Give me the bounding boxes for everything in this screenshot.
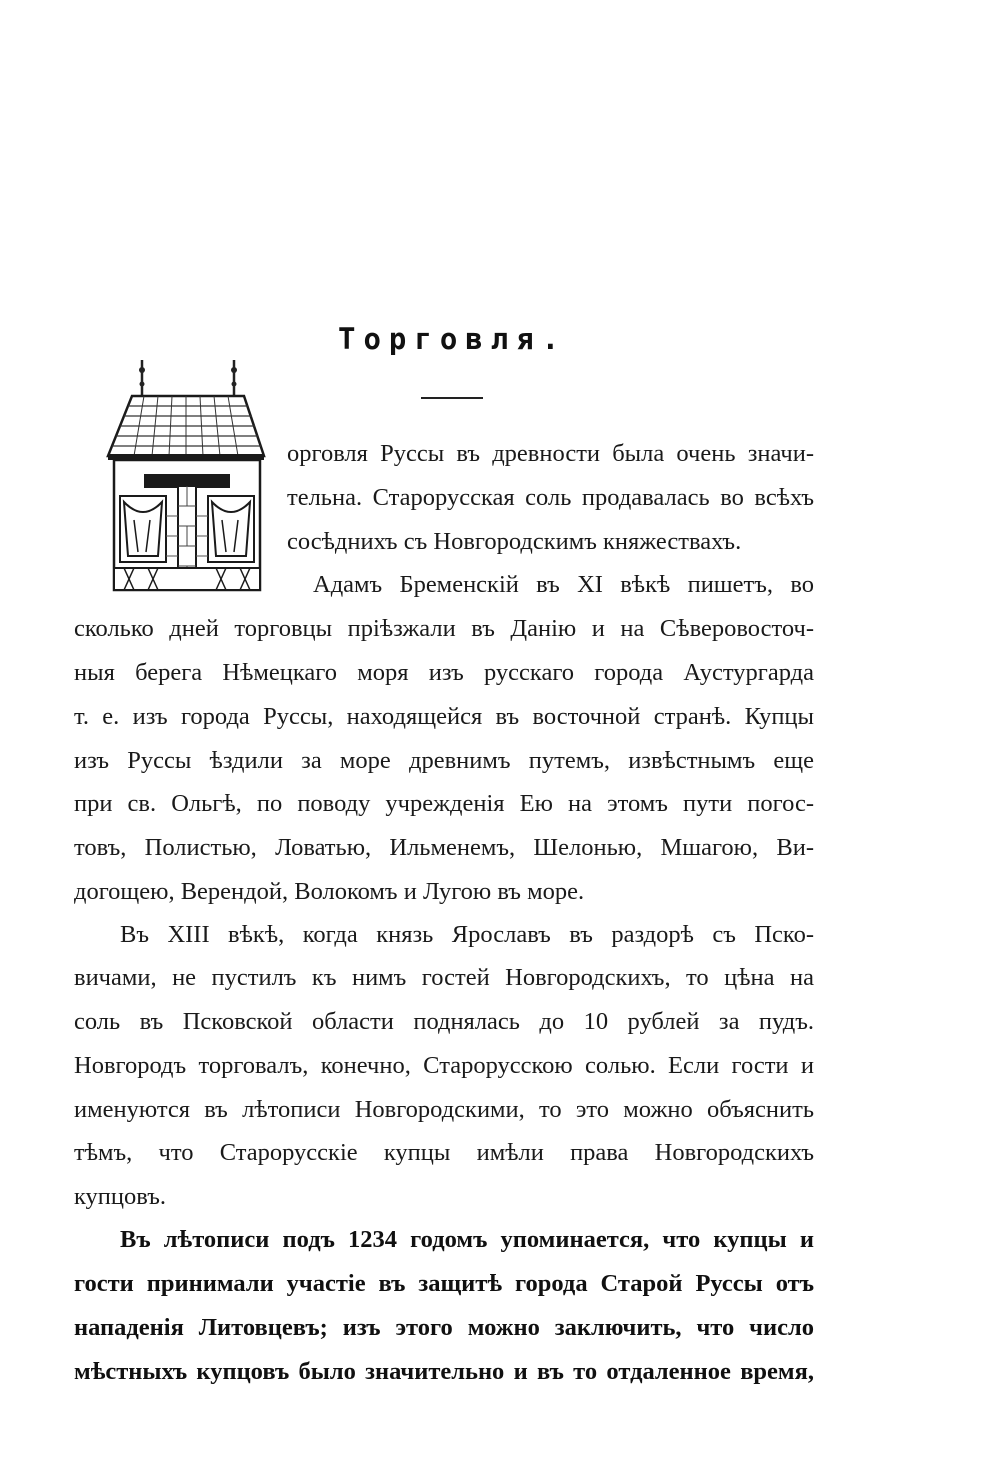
- text-line: Въ лѣтописи подъ 1234 годомъ упоминается, что купцы и: [120, 1226, 814, 1253]
- text-line: тельна. Старорусская соль продавалась во всѣхъ: [287, 484, 814, 511]
- text-line: тѣмъ, что Старорусскіе купцы имѣли права Новгородскихъ: [74, 1139, 814, 1166]
- text-line: нападенія Литовцевъ; изъ этого можно заключить, что число: [74, 1314, 814, 1341]
- text-line: Въ XIII вѣкѣ, когда князь Ярославъ въ раздорѣ съ Пско-: [120, 921, 814, 948]
- text-line: т. е. изъ города Руссы, находящейся въ восточной странѣ. Купцы: [74, 703, 814, 730]
- text-line: сколько дней торговцы пріѣзжали въ Данію и на Сѣверовосточ-: [74, 615, 814, 642]
- text-line: Адамъ Бременскій въ XI вѣкѣ пишетъ, во: [313, 571, 814, 598]
- text-line: изъ Руссы ѣздили за море древнимъ путемъ, извѣстнымъ еще: [74, 747, 814, 774]
- house-drop-cap-icon: [104, 356, 274, 592]
- text-line: товъ, Полистью, Ловатью, Ильменемъ, Шелонью, Мшагою, Ви-: [74, 834, 814, 861]
- text-line: гости принимали участіе въ защитѣ города Старой Руссы отъ: [74, 1270, 814, 1297]
- text-line: вичами, не пустилъ къ нимъ гостей Новгородскихъ, то цѣна на: [74, 964, 814, 991]
- text-line: купцовъ.: [74, 1183, 167, 1210]
- text-line: соль въ Псковской области поднялась до 10 рублей за пудъ.: [74, 1008, 814, 1035]
- text-line: Новгородъ торговалъ, конечно, Старорусскою солью. Если гости и: [74, 1052, 814, 1079]
- chapter-title: Торговля.: [338, 322, 568, 356]
- text-line: ныя берега Нѣмецкаго моря изъ русскаго города Аустургарда: [74, 659, 814, 686]
- text-line: именуются въ лѣтописи Новгородскими, то это можно объяснить: [74, 1096, 814, 1123]
- title-rule: [421, 397, 483, 399]
- text-line: догощею, Верендой, Волокомъ и Лугою въ море.: [74, 878, 585, 905]
- text-line: орговля Руссы въ древности была очень значи-: [287, 440, 814, 467]
- text-line: сосѣднихъ съ Новгородскимъ княжествахъ.: [287, 528, 742, 555]
- text-line: мѣстныхъ купцовъ было значительно и въ то отдаленное время,: [74, 1358, 814, 1385]
- text-line: при св. Ольгѣ, по поводу учрежденія Ею на этомъ пути погос-: [74, 790, 814, 817]
- illustrated-initial-letter: [104, 356, 274, 592]
